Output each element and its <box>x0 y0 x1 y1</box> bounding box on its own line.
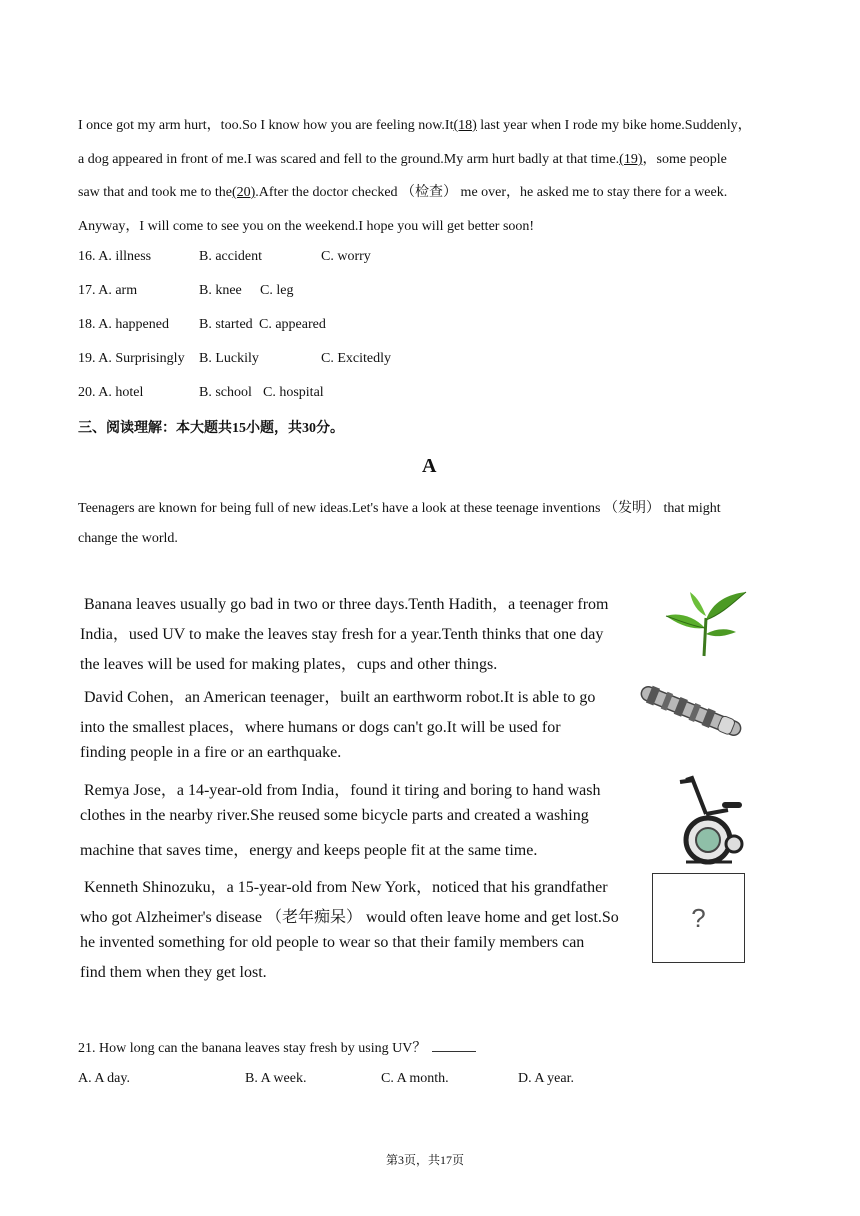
score-total: 30 <box>302 421 316 436</box>
intro-line-1: Teenagers are known for being full of new ideas.Let's have a look at these teenage inventions （发明） that might <box>78 501 721 516</box>
cloze-text: last year when I rode my bike home.Suddenly， <box>476 118 752 133</box>
option-a: 16. A. illness <box>78 249 152 264</box>
q21-option-b[interactable]: B. A week. <box>245 1071 307 1086</box>
cloze-line-1 <box>78 114 752 134</box>
paragraph-line: India，used UV to make the leaves stay fresh for a year.Tenth thinks that one day <box>80 626 604 643</box>
blank-20: (20) <box>231 185 256 200</box>
intro-line-2: change the world. <box>78 531 178 546</box>
paragraph-line: machine that saves time，energy and keeps people fit at the same time. <box>80 842 538 859</box>
option-b: B. school <box>199 385 252 400</box>
paragraph-line: Kenneth Shinozuku，a 15-year-old from New York，noticed that his grandfather <box>84 879 608 896</box>
option-b: B. started <box>199 317 253 332</box>
option-c: C. leg <box>260 283 294 298</box>
option-b: B. accident <box>199 249 262 264</box>
heading-text: 分。 <box>316 421 344 436</box>
question-count: 15 <box>232 421 246 436</box>
option-c: C. Excitedly <box>321 351 391 366</box>
q21-option-c[interactable]: C. A month. <box>381 1071 449 1086</box>
question-text: 21. How long can the banana leaves stay fresh by using UV？ <box>78 1041 427 1056</box>
blank-18: (18) <box>453 118 477 133</box>
earthworm-robot-image <box>632 682 750 740</box>
option-a: 18. A. happened <box>78 317 169 332</box>
cloze-line-3 <box>78 181 727 201</box>
option-c: C. hospital <box>263 385 324 400</box>
paragraph-line: clothes in the nearby river.She reused some bicycle parts and created a washing <box>80 807 589 824</box>
answer-blank[interactable] <box>432 1039 476 1052</box>
cloze-text: .After the doctor checked （检查） me over，he asked me to stay there for a week. <box>255 185 728 200</box>
cloze-line-4: Anyway，I will come to see you on the weekend.I hope you will get better soon! <box>78 219 535 234</box>
cloze-text: a dog appeared in front of me.I was scared and fell to the ground.My arm hurt badly at that time. <box>78 152 620 167</box>
paragraph-line: he invented something for old people to wear so that their family members can <box>80 934 585 951</box>
option-a: 17. A. arm <box>78 283 138 298</box>
cloze-line-2 <box>78 148 727 168</box>
option-c: C. worry <box>321 249 371 264</box>
paragraph-line: Remya Jose，a 14-year-old from India，found it tiring and boring to hand wash <box>84 782 601 799</box>
paragraph-line: find them when they get lost. <box>80 964 267 981</box>
q21-option-d[interactable]: D. A year. <box>518 1071 574 1086</box>
paragraph-line: the leaves will be used for making plates，cups and other things. <box>80 656 498 673</box>
question-mark-icon: ? <box>691 902 706 933</box>
option-c: C. appeared <box>259 317 326 332</box>
heading-text: 三、阅读理解：本大题共 <box>78 421 232 436</box>
paragraph-line: who got Alzheimer's disease （老年痴呆） would often leave home and get lost.So <box>80 909 619 926</box>
question-mark-box <box>652 873 745 963</box>
cloze-text: ，some people <box>642 152 727 167</box>
paragraph-line: into the smallest places，where humans or dogs can't go.It will be used for <box>80 719 561 736</box>
cloze-text: I once got my arm hurt，too.So I know how you are feeling now.It <box>78 118 454 133</box>
washing-machine-bike-image <box>676 774 748 866</box>
option-a: 19. A. Surprisingly <box>78 351 185 366</box>
passage-label: A <box>422 455 437 477</box>
option-a: 20. A. hotel <box>78 385 144 400</box>
paragraph-line: David Cohen，an American teenager，built an earthworm robot.It is able to go <box>84 689 596 706</box>
question-21 <box>78 1037 476 1057</box>
q21-option-a[interactable]: A. A day. <box>78 1071 130 1086</box>
option-b: B. Luckily <box>199 351 259 366</box>
paragraph-line: Banana leaves usually go bad in two or three days.Tenth Hadith，a teenager from <box>84 596 609 613</box>
option-b: B. knee <box>199 283 242 298</box>
cloze-text: saw that and took me to the <box>78 185 232 200</box>
paragraph-line: finding people in a fire or an earthquake. <box>80 744 342 761</box>
banana-plant-image <box>662 588 748 658</box>
heading-text: 小题，共 <box>246 421 302 436</box>
page-footer: 第3页，共17页 <box>386 1153 465 1167</box>
blank-19: (19) <box>619 152 643 167</box>
section-heading <box>78 417 344 437</box>
